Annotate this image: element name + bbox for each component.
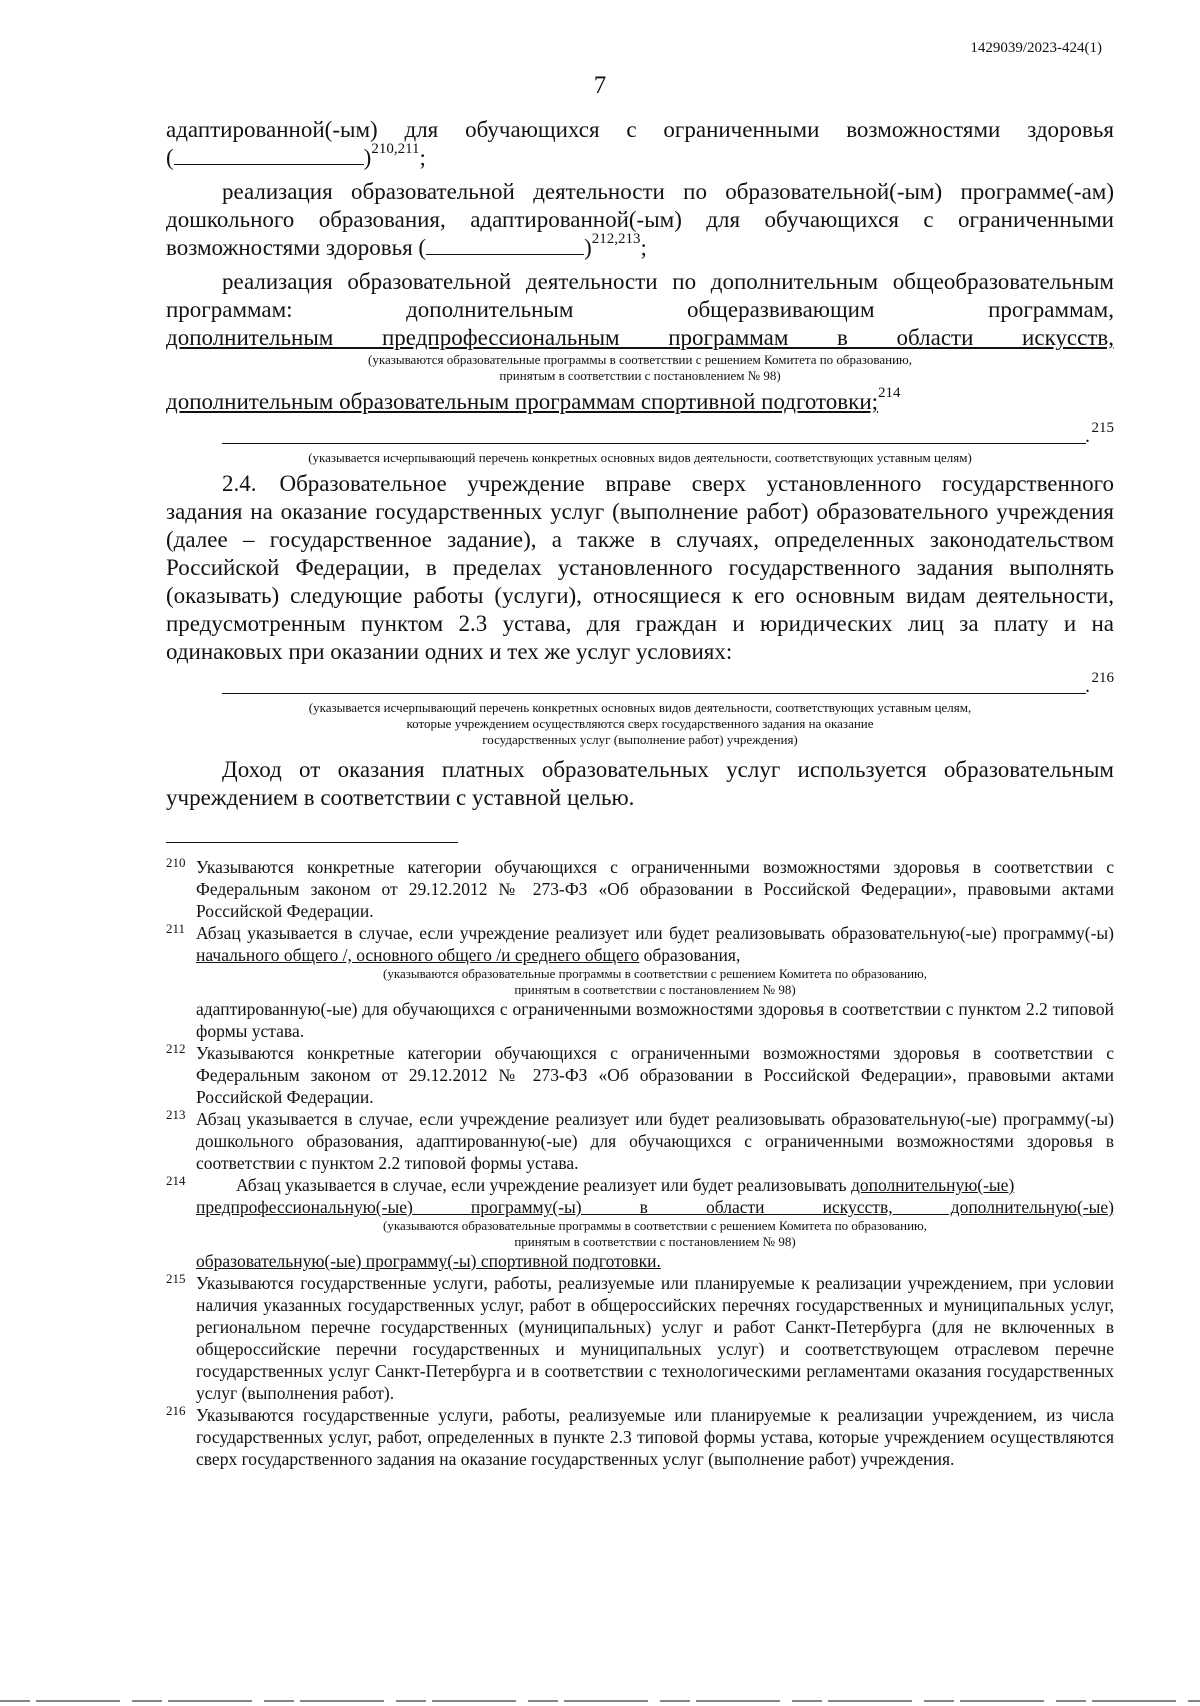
underlined-programs: дополнительным образовательным программам спортивной подготовки;: [166, 389, 879, 414]
section-2-4-text: 2.4. Образовательное учреждение вправе сверх установленного государственного задания на оказание государственных услуг (выполнение работ) образовательного учреждения (далее – государственное задание), а также в случаях, определенных законодательством Российской Федерации, в пределах установленного государственного задания выполнять (оказывать) следующие работы (услуги), относящиеся к его основным видам деятельности, предусмотренным пунктом 2.3 устава, для граждан и юридических лиц за плату и на одинаковых при оказании одних и тех же услуг условиях:: [166, 471, 1114, 664]
scan-edge-artifact: [0, 1700, 1200, 1702]
footnote-text: Указываются конкретные категории обучающихся с ограниченными возможностями здоровья в соответствии с Федеральным законом от 29.12.2012 № 273-ФЗ «Об образовании в Российской Федерации», правовыми актами Российской Федерации.: [196, 1043, 1114, 1107]
footnote-text: Абзац указывается в случае, если учреждение реализует или будет реализовывать: [236, 1175, 847, 1195]
fill-blank: [426, 236, 584, 255]
footnote-ref: 214: [878, 385, 901, 402]
footnote-text: адаптированную(-ые) для обучающихся с ограниченными возможностями здоровья в соответствии с пунктом 2.2 типовой формы устава.: [196, 999, 1114, 1041]
footnote-caption: (указываются образовательные программы в соответствии с решением Комитета по образованию,: [383, 966, 927, 981]
footnote-ref: 210,211: [371, 141, 420, 158]
footnote-210: [166, 856, 1114, 922]
caption: которые учреждением осуществляются сверх государственного задания на оказание: [406, 716, 874, 731]
footnote-separator: [166, 842, 458, 843]
footnote-mark: 212: [166, 1041, 186, 1056]
footnote-text: Абзац указывается в случае, если учреждение реализует или будет реализовывать образовательную(-ые) программу(-ы) дошкольного образования, адаптированную(-ые) для обучающихся с ограниченными возможностями здоровья в соответствии с пунктом 2.2 типовой формы устава.: [196, 1109, 1114, 1173]
caption: государственных услуг (выполнение работ) учреждения): [482, 732, 798, 747]
paragraph-3-text: реализация образовательной деятельности по дополнительным общеобразовательным программам: дополнительным общеразвивающим программам,: [166, 269, 1114, 322]
footnote-ref: 212,213: [591, 231, 641, 248]
footnote-text: Указываются конкретные категории обучающихся с ограниченными возможностями здоровья в соответствии с Федеральным законом от 29.12.2012 № 273-ФЗ «Об образовании в Российской Федерации», правовыми актами Российской Федерации.: [196, 857, 1114, 921]
paragraph-1: [166, 116, 1114, 144]
footnote-mark: 210: [166, 855, 186, 870]
paragraph-3-underlined: [166, 324, 1114, 352]
paragraph-2: реализация образовательной деятельности по образовательной(-ым) программе(-ам) дошкольного образования, адаптированной(-ым) для обучающихся с ограниченными возможностями здоровья ( )$^{212,213}$;: [166, 179, 1114, 260]
underlined-programs: дополнительным предпрофессиональным программам в области искусств,: [166, 325, 1114, 350]
page-number: 7: [593, 72, 607, 99]
footnote-caption: (указываются образовательные программы в соответствии с решением Комитета по образованию,: [383, 1218, 927, 1233]
footnote-mark: 213: [166, 1107, 186, 1122]
fill-line-end: .: [1085, 675, 1090, 697]
paragraph-1-end: ;: [419, 145, 426, 170]
footnote-underlined: дополнительную(-ые): [850, 1175, 1015, 1195]
footnote-mark: 215: [166, 1271, 186, 1286]
footnote-underlined-line: [166, 1250, 1114, 1272]
footnotes: [166, 856, 1114, 1470]
footnote-text: Абзац указывается в случае, если учреждение реализует или будет реализовывать образовательную(-ые) программу(-ы): [196, 923, 1114, 943]
footnote-underlined: образовательную(-ые) программу(-ы) спортивной подготовки.: [196, 1251, 661, 1271]
caption: (указывается исчерпывающий перечень конкретных основных видов деятельности, соответствующих уставным целям): [308, 450, 972, 465]
footnote-mark: 211: [166, 921, 186, 936]
paragraph-section-2-4: [166, 470, 1114, 666]
paragraph-2-end: ;: [640, 235, 647, 260]
fill-line: [222, 693, 1086, 694]
paragraph-1-text: адаптированной(-ым) для обучающихся с ограниченными возможностями здоровья: [166, 117, 1114, 142]
footnote-212: [166, 1042, 1114, 1108]
footnote-mark: 216: [166, 1403, 186, 1418]
paragraph-income: [166, 756, 1114, 812]
footnote-214: [166, 1174, 1114, 1196]
fill-line-end: .: [1085, 425, 1090, 447]
footnote-211: [166, 922, 1114, 966]
paragraph-4: [166, 385, 1114, 416]
caption: (указывается исчерпывающий перечень конкретных основных видов деятельности, соответствующих уставным целям,: [308, 700, 972, 715]
caption: (указываются образовательные программы в соответствии с решением Комитета по образованию,: [368, 352, 912, 367]
income-text: Доход от оказания платных образовательных услуг используется образовательным учреждением в соответствии с уставной целью.: [166, 757, 1114, 810]
paragraph-2-text: реализация образовательной деятельности по образовательной(-ым) программе(-ам) дошкольного образования, адаптированной(-ым) для обучающихся с ограниченными возможностями здоровья (: [166, 179, 1114, 260]
paragraph-1-open: (: [166, 145, 174, 170]
footnote-mark: 214: [166, 1173, 186, 1188]
footnote-216: [166, 1404, 1114, 1470]
footnote-underlined: начального общего /, основного общего /и среднего общего: [196, 945, 640, 965]
footnote-215: [166, 1272, 1114, 1404]
document-number: 1429039/2023-424(1): [970, 40, 1102, 56]
footnote-text: Указываются государственные услуги, работы, реализуемые или планируемые к реализации учреждением, из числа государственных услуг, работ, определенных в пункте 2.3 типовой формы устава, которые учреждением осуществляются сверх государственного задания на оказание государственных услуг (выполнение работ) учреждения.: [196, 1405, 1114, 1469]
paragraph-3: [166, 268, 1114, 324]
footnote-text: Указываются государственные услуги, работы, реализуемые или планируемые к реализации учреждением, при условии наличия указанных государственных услуг, работ в общероссийских перечнях государственных и муниципальных услуг, региональном перечне государственных (муниципальных) услуг и работ Санкт-Петербурга (для не включенных в общероссийские перечни государственных и муниципальных услуг) и соответствующем отраслевом перечне государственных услуг Санкт-Петербурга и в соответствии с технологическими регламентами оказания государственных услуг (выполнения работ).: [196, 1273, 1114, 1403]
footnote-caption: принятым в соответствии с постановлением № 98): [514, 1234, 796, 1249]
footnote-text: образования,: [643, 945, 741, 965]
fill-blank: [174, 146, 364, 165]
footnote-ref: 215: [1091, 420, 1114, 436]
fill-line-215: [166, 416, 1114, 450]
caption: принятым в соответствии с постановлением № 98): [499, 368, 781, 383]
fill-line: [222, 443, 1086, 444]
footnote-underlined: предпрофессиональную(-ые) программу(-ы) в области искусств, дополнительную(-ые): [196, 1197, 1114, 1217]
footnote-ref: 216: [1091, 670, 1114, 686]
footnote-underlined-line: [166, 1196, 1114, 1218]
footnote-caption: принятым в соответствии с постановлением № 98): [514, 982, 796, 997]
paragraph-1-blank: ( )$^{210,211}$;: [166, 141, 426, 170]
footnote-213: [166, 1108, 1114, 1174]
fill-line-216: [166, 666, 1114, 700]
main-text: [166, 116, 1114, 812]
